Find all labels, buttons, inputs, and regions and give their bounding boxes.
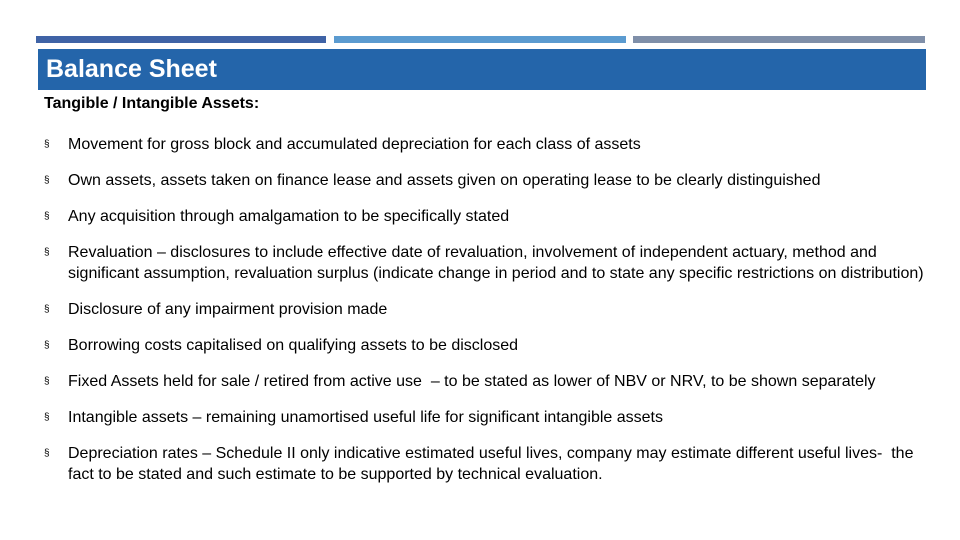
slide-title: Balance Sheet <box>46 55 217 83</box>
bullet-item <box>44 443 924 485</box>
bullet-list <box>44 134 924 500</box>
bullet-marker-icon: § <box>44 247 50 258</box>
bullet-item <box>44 299 924 320</box>
bullet-item <box>44 371 924 392</box>
bullet-item <box>44 407 924 428</box>
accent-bar-right <box>633 36 925 43</box>
bullet-text: Movement for gross block and accumulated depreciation for each class of assets <box>68 136 641 153</box>
accent-bar-middle <box>334 36 626 43</box>
bullet-marker-icon: § <box>44 175 50 186</box>
bullet-marker-icon: § <box>44 304 50 315</box>
bullet-item <box>44 170 924 191</box>
bullet-marker-icon: § <box>44 340 50 351</box>
bullet-marker-icon: § <box>44 211 50 222</box>
bullet-text: Own assets, assets taken on finance lease and assets given on operating lease to be clearly distinguished <box>68 172 821 189</box>
bullet-marker-icon: § <box>44 412 50 423</box>
bullet-marker-icon: § <box>44 376 50 387</box>
title-band <box>38 49 926 90</box>
bullet-text: Fixed Assets held for sale / retired from active use – to be stated as lower of NBV or NRV, to be shown separately <box>68 373 876 390</box>
bullet-item <box>44 242 924 284</box>
bullet-text: Intangible assets – remaining unamortised useful life for significant intangible assets <box>68 409 663 426</box>
bullet-text: Borrowing costs capitalised on qualifying assets to be disclosed <box>68 337 519 354</box>
bullet-item <box>44 335 924 356</box>
bullet-text: Disclosure of any impairment provision made <box>68 301 388 318</box>
bullet-marker-icon: § <box>44 139 50 150</box>
section-subtitle: Tangible / Intangible Assets: <box>44 95 260 112</box>
accent-bar-left <box>36 36 326 43</box>
bullet-item <box>44 206 924 227</box>
bullet-text: Any acquisition through amalgamation to be specifically stated <box>68 208 510 225</box>
bullet-marker-icon: § <box>44 448 50 459</box>
bullet-text: Revaluation – disclosures to include effective date of revaluation, involvement of independent actuary, method and significant assumption, revaluation surplus (indicate change in period and to state any specific restrictions on distribution) <box>68 244 924 282</box>
bullet-item <box>44 134 924 155</box>
bullet-text: Depreciation rates – Schedule II only indicative estimated useful lives, company may estimate different useful lives- the fact to be stated and such estimate to be supported by technical evaluation. <box>68 445 918 483</box>
